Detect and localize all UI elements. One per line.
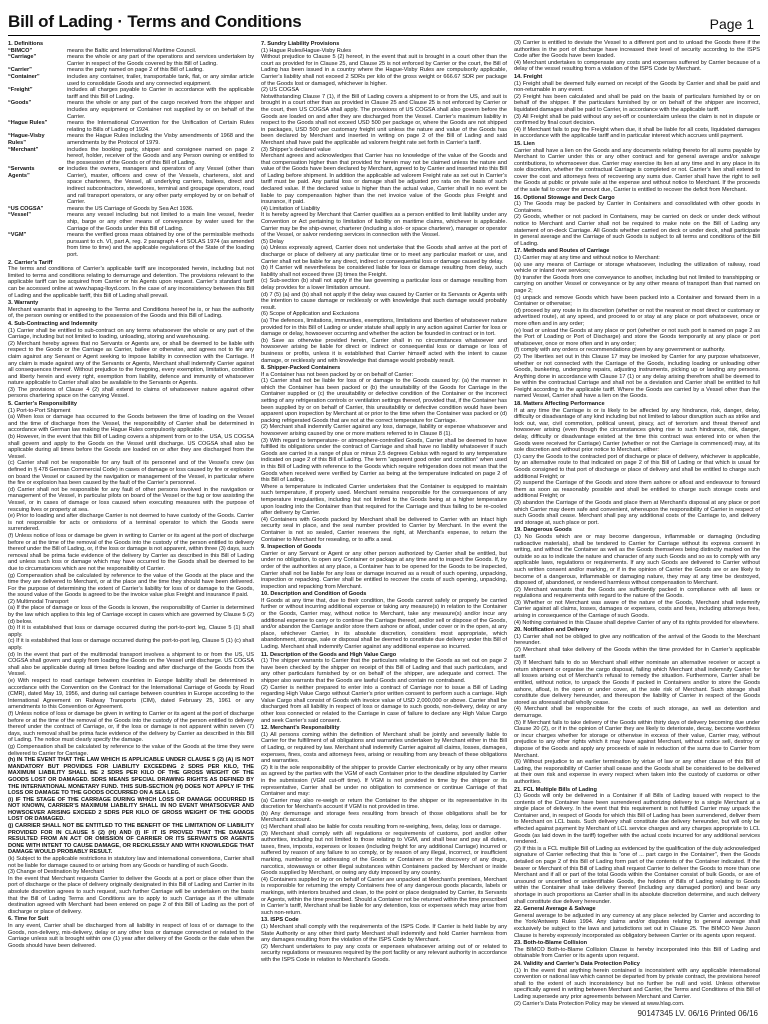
clause-paragraph: (2) Multimodal Transport [8, 598, 69, 605]
clause-paragraph: (f) comply with any orders or recommendations given by any government or authority. [514, 347, 726, 354]
clause-paragraph: Merchant agrees and acknowledges that Carrier has no knowledge of the value of the Goods and that compensation higher than that provided for herein may not be claimed unless the nature and value of the Goods have been declared by Merchant, agreed to by Carrier and inserted into this Bill of Lading before shipment. In addition the applicable ad valorem Freight rate as set out in Carrier’s tariff must be paid. Any partial loss or damage shall be adjusted pro rata on the basis of such declared value. If the declared value is higher than the actual value, Carrier shall in no event be liable to pay compensation higher than the net invoice value of the Goods plus Freight and insurance, if paid. [261, 153, 507, 206]
clause-paragraph: (6) Scope of Application and Exclusions [261, 311, 360, 318]
clause-paragraph: (2) Carrier’s Data Protection Policy may be viewed at www.hlag.com. [514, 1000, 685, 1007]
definition-term: “Carrier” [8, 67, 32, 74]
clause-paragraph: Notwithstanding Clause 7 (1), if the Bill of Lading covers a shipment to or from the US, and suit is brought in a court other than as provided in Clause 25 and Clause 25 is not enforced by Carrier or the court, then US COGSA shall apply. The provisions of US COGSA shall also govern before the Goods are loaded on and after they are discharged from the Vessel. Carrier’s maximum liability in respect to the Goods shall not exceed USD 500 per package or, where the Goods are not shipped in packages, USD 500 per customary freight unit unless the nature and value of the Goods has been declared by Merchant and inserted in writing on page 2 of the Bill of Lading and said Merchant shall have paid the applicable ad valorem freight rate set forth in Carrier’s tariff. [261, 93, 507, 146]
section-heading: 3. Warranty [8, 300, 39, 307]
clause-paragraph: (4) If Merchant fails to pay the Freight when due, it shall be liable for all costs, liquidated damages in accordance with the applicable tariff and in particular interest which accrues until payment. [514, 126, 760, 140]
clause-paragraph: (a) use any means of Carriage or storage whatsoever, including the utilization of railway, road vehicle or inland river services; [514, 261, 760, 275]
section-heading: 24. Validity and Carrier’s Data Protection Policy [514, 960, 640, 967]
definition-term: “Hague Rules” [8, 120, 48, 127]
definition-term: “VGM” [8, 232, 27, 239]
clause-paragraph: (6) Without prejudice to an earlier termination by virtue of law or any other clause of this Bill of Lading, the responsibility of Carrier shall cease and the Goods shall be considered to be delivered at their own risk and expense in every respect when taken into the custody of customs or other authorities. [514, 759, 760, 785]
section-heading: 9. Inspection of Goods [261, 544, 322, 551]
definition-term: “Goods” [8, 100, 32, 107]
clause-paragraph: (c) Carrier shall not be responsible for any fault of its personnel and of the Vessel’s crew (as defined in § 478 German Commercial Code) in cases of damage or loss caused by fire or explosion on board the Vessel or caused by the navigation or management of the Vessel, in particular where the fire or explosion has been caused by the fault of the Carrier’s personnel. [8, 460, 254, 487]
clause-paragraph: (3) Merchant shall comply with all regulations or requirements of customs, port and/or other authorities, including but not limited to those relating to VGM, and shall bear and pay all duties, taxes, fines, imposts, expenses or losses (including freight for any additional Carriage) incurred or suffered by reason of any failure to so comply, or by reason of any illegal, incorrect, or insufficient marking, numbering or addressing of the Goods or Containers or the discovery of any drugs, narcotics, stowaways or other illegal substances within Containers packed by Merchant or inside Goods supplied by Merchant, or owing any duty imposed by any country. [261, 830, 507, 877]
page-header [8, 6, 760, 32]
clause-paragraph: (1) Carrier may at any time and without notice to Merchant: [514, 255, 660, 261]
clause-paragraph: If a Container has not been packed by or on behalf of Carrier: [261, 371, 414, 378]
definitions-table [8, 48, 254, 259]
clause-paragraph: (b) transfer the Goods from one conveyance to another, including but not limited to transhipping or carrying on another Vessel or conveyance or by any other means of transport than that named on page 2; [514, 274, 760, 294]
section-heading: 4. Sub-Contracting and Indemnity [8, 320, 98, 327]
clause-paragraph: (2) If this is a FCL multiple Bill of Lading as evidenced by the qualification of the duly acknowledged signature of Carrier reflecting that this is “one of ... part cargo in the Container”, then the Goods detailed on page 2 of this Bill of Lading form part of the contents of the Container indicated. If the bearer or Merchant of this Bill of Lading shall request Carrier to deliver the Goods to more than one Merchant and if all or part of the total Goods within the Container consist of bulk Goods, or are of unsound or uncertified or unidentifiable Goods, the holders of Bills of Lading relating to Goods within the Container shall take delivery thereof (including any damaged portion) and bear any shortage in such proportions as Carrier shall in its absolute discretion determine, and such delivery shall constitute due delivery hereunder. [514, 845, 760, 905]
definition-term: “US COGSA” [8, 205, 44, 212]
clause-paragraph: (e) Prior to loading and after discharge Carrier is not deemed to have custody of the Goods. Carrier is not responsible for acts or omissions of a terminal operator to which the Goods were surrendered. [8, 513, 254, 533]
definition-row [8, 133, 254, 146]
clause-paragraph: (1) Carrier shall be entitled to sub-contract on any terms whatsoever the whole or any part of the Carriage, including but not limited to loading, unloading, storing and warehousing. [8, 327, 254, 341]
clause-paragraph: The BIMCO Both-to-Blame Collision Clause is hereby incorporated into this Bill of Lading and obtainable from Carrier or its agents upon request. [514, 946, 760, 960]
clause-paragraph: (b) If it is established that loss or damage occurred during the port-to-port leg, Clause 5 (1) shall apply. [8, 625, 254, 638]
definition-term: “Carriage” [8, 54, 37, 61]
definition-term: “Merchant” [8, 146, 39, 153]
clause-paragraph: (f) Unless notice of loss or damage be given in writing to Carrier or its agent at the port of discharge before or at the time of the removal of the Goods into the custody of the person entitled to delivery thereof under the contract of Carriage, or, if the loss or damage is not apparent within seven (7) days, such removal shall be prima facie evidence of the delivery by Carrier as described in this Bill of Lading. The notice must clearly specify the damage. [8, 710, 254, 744]
section-heading: 13. ISPS Code [261, 917, 299, 924]
section-heading: 16. Optional Stowage and Deck Cargo [514, 194, 615, 201]
clause-paragraph: (c) unpack and remove Goods which have been packed into a Container and forward them in a Container or otherwise; [514, 294, 760, 308]
clause-paragraph: (e) load or unload the Goods at any place or port (whether or not such port is named on page 2 as the Port of Loading or Port of Discharge) and store the Goods temporarily at any place or port whatsoever, once or more often and in any order; [514, 327, 760, 347]
terms-columns [8, 40, 760, 1008]
definition-term: “Hague-Visby Rules” [8, 133, 45, 146]
clause-paragraph: Carrier shall have a lien on the Goods and any documents relating thereto for all sums payable by Merchant to Carrier under this or any other contract and for general average and/or salvage contributions, to whomsoever due. Carrier may exercise its lien at any time and in any place in its sole discretion, whether the contractual Carriage is completed or not. Carrier’s lien shall extend to cover the cost and attorneys fees of recovering any sums due. Carrier shall have the right to sell the Goods at public or private sale at the expense and without notice to Merchant. If the proceeds of the sale fail to cover the amount due, Carrier is entitled to recover the deficit from Merchant. [514, 147, 760, 194]
clause-paragraph: Where a temperature is indicated Carrier undertakes that the Container is equipped to maintain such temperature, if properly used. Merchant remains responsible for the consequences of any temperature irregularities, including but not limited to the Goods being at a higher temperature upon loading into the Container than that required for the Carriage and thus failing to be re-cooled after delivery by Carrier. [261, 483, 507, 517]
clause-paragraph: (2) Merchant undertakes to pay any costs or expenses whatsoever arising out of or related to security regulations or measures required by the port facility or any relevant authority in accordance with the ISPS Code in relation to Merchant’s Goods. [261, 943, 507, 963]
clause-paragraph: (5) Delay [261, 238, 284, 245]
clause-paragraph: (3) abandon the Carriage of the Goods and place them at Merchant’s disposal at any place or port which Carrier may deem safe and convenient, whereupon the responsibility of Carrier in respect of such Goods shall cease. Merchant shall pay any additional costs of the Carriage to, and delivery and storage at, such place or port. [514, 499, 760, 526]
clause-paragraph: (b) If Carrier will nevertheless be considered liable for loss or damage resulting from delay, such liability shall not exceed three (3) times the Freight. [261, 265, 507, 278]
clause-paragraph: The terms and conditions of Carrier’s applicable tariff are incorporated herein, including but not limited to terms and conditions relating to demurrage and detention. The provisions relevant to the applicable tariff can be acquired from Carrier or his Agents upon request. Carrier’s standard tariff can be accessed online at www.hapag-lloyd.com. In the case of any inconsistency between this Bill of Lading and the applicable tariff, this Bill of Lading shall prevail. [8, 266, 254, 299]
clause-paragraph: (2) suspend the Carriage of the Goods and store them ashore or afloat and endeavour to forward them as soon as reasonably possible and shall be entitled to charge such storage costs and additional Freight; or [514, 480, 760, 500]
page-title: Bill of Lading · Terms and Conditions [8, 12, 302, 31]
definition-term: “Freight” [8, 87, 33, 94]
definition-row [8, 67, 254, 74]
definition-row [8, 232, 254, 258]
definition-text: means the whole or any part of the cargo received from the shipper and includes any equipment or Container not supplied by or on behalf of the Carrier. [67, 100, 254, 120]
definition-row [8, 120, 254, 133]
definition-text: includes the owners, managers and operators of any Vessel (other than Carrier), master, officers and crew of the Vessels, charterers, slot and space charterers, the Vessel, all underlying carriers, bailees, direct and indirect subcontractors, stevedores, terminal and groupage operators, road and rail transport operators, or any other party employed by or on behalf of Carrier. [67, 166, 254, 206]
clause-paragraph: (4) Nothing contained in this Clause shall deprive Carrier of any of its rights provided for elsewhere. [514, 619, 760, 626]
clause-paragraph: (1) Freight shall be deemed fully earned on receipt of the Goods by Carrier and shall be paid and non-returnable in any event. [514, 80, 760, 94]
clause-paragraph: (2) Merchant hereby agrees that no Servants or Agents are, or shall be deemed to be liable with respect to the Goods or the Carriage as Carrier, bailee or otherwise, and agrees not to file any claim against any Servant or Agent seeking to impose liability in connection with the Carriage. If any claim is made against any of the Servants or Agents, Merchant shall indemnify Carrier against all consequences thereof. Without prejudice to the foregoing, every exemption, limitation, condition and liberty herein and every right, exemption from liability, defence and immunity of whatsoever nature applicable to Carrier shall also be available to the Servants or Agents. [8, 340, 254, 387]
clause-paragraph-caps: (h) IN THE EVENT THAT THE LAW WHICH IS APPLICABLE UNDER CLAUSE 5 (2) (A) IS NOT MANDATORY BUT PROVIDES FOR LIABILITY EXCEEDING 2 SDRS PER KILO, THE MAXIMUM LIABILITY SHALL BE 2 SDRS PER KILO OF THE GROSS WEIGHT OF THE GOODS LOST OR DAMAGED. SDRS MEANS SPECIAL DRAWING RIGHTS AS DEFINED BY THE INTERNATIONAL MONETARY FUND. THIS SUB-SECTION (H) DOES NOT APPLY IF THE LOSS OR DAMAGE TO THE GOODS OCCURRED ON A SEA LEG. [8, 757, 254, 797]
clause-paragraph: (g) Compensation shall be calculated by reference to the value of the Goods at the time they were delivered to Carrier for Carriage. [8, 743, 254, 757]
section-heading: 23. Both-to-Blame Collision [514, 940, 588, 947]
definition-row [8, 206, 254, 213]
clause-paragraph: (2) US COGSA [261, 87, 299, 94]
clause-paragraph: (b) Save as otherwise provided herein, Carrier shall in no circumstances whatsoever and howsoever arising be liable for direct or indirect or consequential loss or damage or loss of business or profits, unless it is established that Carrier himself acted with the intent to cause damage, or recklessly and with knowledge that damage would probably result. [261, 337, 507, 364]
terms-column-3 [514, 40, 760, 1008]
definition-text: means the party named on page 2 of this Bill of Lading. [67, 67, 204, 74]
definition-text: means the US Carriage of Goods by Sea Act 1936. [67, 205, 194, 212]
clause-paragraph: (4) Limitation of Liability [261, 205, 320, 212]
clause-paragraph: (3) Change of Destination by Merchant [8, 869, 105, 876]
clause-paragraph: (1) Carrier shall not be obliged to give any notification of the arrival of the Goods to the Merchant hereunder. [514, 633, 760, 647]
clause-paragraph: (a) When loss or damage has occurred to the Goods between the time of loading on the Vessel and the time of discharge from the Vessel, the responsibility of Carrier shall be determined in accordance with German law making the Hague Rules compulsorily applicable. [8, 414, 254, 434]
section-heading: 6. Time for Suit [8, 916, 49, 923]
clause-paragraph: If Goods at any time that, due to their condition, the Goods cannot safely or properly be carried further or without incurring additional expense or taking any measure(s) in relation to the Container or the Goods, Carrier may, without notice to Merchant, take any measure(s) and/or incur any additional expense to carry or to continue the Carriage thereof, and/or sell or dispose of the Goods, and/or abandon the Carriage and/or store them ashore or afloat, under cover or in the open, at any place, whichever Carrier, in its absolute discretion, considers most appropriate, which abandonment, storage, sale or disposal shall be deemed to constitute due delivery under this Bill of Lading. Merchant shall indemnify Carrier against any additional expense so incurred. [261, 597, 507, 651]
clause-paragraph: (d) 7 (5) (a) and (b) shall not apply if the delay was caused by Carrier or its Servants or Agents with the intention to cause damage or recklessly or with knowledge that such damage would probably result. [261, 291, 507, 311]
section-heading: 5. Carrier’s Responsibility [8, 401, 78, 408]
clause-paragraph: (1) Merchant shall comply with the requirements of the ISPS Code. If Carrier is held liable by any State Authority or any other third party Merchant shall indemnify and hold Carrier harmless from any damages resulting from the violation of the ISPS Code by Merchant. [261, 923, 507, 944]
section-heading: 19. Dangerous Goods [514, 527, 572, 534]
definition-text: means the verified gross mass obtained by one of the permissible methods pursuant to ch. VI, part A, reg. 2 paragraph 4 of SOLAS 1974 (as amended from time to time) and the applicable regulations of the State of the loading port. [67, 232, 254, 258]
definition-row [8, 74, 254, 87]
definition-text: includes all charges payable to Carrier in accordance with the applicable tariff and this Bill of Lading. [67, 87, 254, 100]
clause-paragraph: (3) Whether or not Merchant was aware of the nature of the Goods, Merchant shall indemnify Carrier against all claims, losses, damages or expenses, costs and fees, including attorneys fees, arising in consequence of the Carriage of such Goods. [514, 599, 760, 620]
clause-paragraph: (2) Freight has been calculated and shall be paid on the basis of particulars furnished by or on behalf of the shipper. If the particulars furnished by or on behalf of the shipper are incorrect, liquidated damages shall be paid to Carrier, in accordance with the applicable tariff. [514, 93, 760, 113]
clause-paragraph: (1) Goods will only be delivered in a Container if all Bills of Lading issued with respect to the contents of the Container have been surrendered authorizing delivery to a single Merchant at a single place of delivery. In the event that this requirement is not fulfilled Carrier may unpack the Container and, in respect of Goods for which this Bill of Lading has been surrendered, deliver them to Merchant on LCL basis. Such delivery shall constitute due delivery hereunder, but will only be effected against payment by Merchant of LCL service charges and any charges appropriate to LCL Goods (as laid down in the tariff) together with the actual costs incurred for any additional services rendered. [514, 793, 760, 846]
definition-term: “Vessel” [8, 212, 32, 219]
clause-paragraph: (4) Merchant shall be responsible for the costs of such storage, as well as detention and demurrage. [514, 706, 760, 719]
clause-paragraph: (3) With regard to temperature- or atmosphere-controlled Goods, Carrier shall be deemed to have fulfilled its obligations under the contract of Carriage and shall have no liability whatsoever if such Goods are carried in a range of plus or minus 2.5 degrees Celsius with regard to any temperature indicated on page 2 of this Bill of Lading. The term “apparent good order and condition” when used in this Bill of Lading with reference to the Goods which require refrigeration does not mean that the Goods when received were verified by Carrier as being at the temperature indicated on page 2 of this Bill of Lading. [261, 437, 507, 484]
section-heading: 10. Description and Condition of Goods [261, 591, 367, 598]
clause-paragraph: (2) The liberties set out in this Clause 17 may be invoked by Carrier for any purpose whatsoever, whether or not connected with the Carriage of the Goods, including loading or unloading other Goods, bunkering, undergoing repairs, adjusting instruments, picking up or landing any persons. Anything done in accordance with Clause 17 (1) or any delay arising therefrom shall be deemed to be within the contractual Carriage and shall not be a deviation and Carrier shall be entitled to full Freight according to the applicable tariff. Where the Goods are carried by a Vessel other than the named Vessel, Carrier shall have a lien on the Goods. [514, 353, 760, 400]
clause-paragraph: (1) Port-to-Port Shipment [8, 407, 71, 414]
clause-paragraph: (2) It is the sole responsibility of the shipper to provide Carrier electronically or by any other means as agreed by the parties with the VGM of each Container prior to the deadline stipulated by Carrier in the submission (VGM cut-off time). If VGM is not provided in time by the shipper or its representative, Carrier shall be under no obligation to commence or continue Carriage of that Container and may: [261, 764, 507, 798]
clause-paragraph: Merchant warrants that in agreeing to the Terms and Conditions hereof he is, or has the authority of, the person owning or entitled to the possession of the Goods and this Bill of Lading. [8, 306, 254, 320]
clause-paragraph: (f) Unless notice of loss or damage be given in writing to Carrier or its agent at the port of discharge before or at the time of the removal of the Goods into the custody of the person entitled to delivery thereof under the Bill of Lading, or, if the loss or damage is not apparent, within three (3) days, such removal shall be prima facie evidence of the delivery by Carrier as described in this Bill of Lading and unless such loss or damage which may have occurred to the Goods shall be deemed to be due to circumstances which are not the responsibility of Carrier. [8, 532, 254, 572]
clause-paragraph: (2) Merchant warrants that the Goods are sufficiently packed in compliance with all laws or regulations and requirements with regard to the nature of the Goods. [514, 586, 760, 600]
section-heading: 22. General Average & Salvage [514, 906, 596, 913]
clause-paragraph: (1) No Goods which are or may become dangerous, inflammable or damaging (including radioactive materials), shall be tendered to Carrier for Carriage without its express consent in writing, and without the Container as well as the Goods themselves being distinctly marked on the outside so as to indicate the nature and character of any such Goods and so as to comply with any applicable laws, regulations or requirements. If any such Goods are delivered to Carrier without such written consent and/or marking, or if in the opinion of Carrier the Goods are or are likely to become of a dangerous, inflammable or damaging nature, they may at any time be destroyed, disposed of, abandoned, or rendered harmless without compensation to Merchant. [514, 533, 760, 587]
clause-paragraph: (d) In the event that part of the multimodal transport involves a shipment to or from the US, US COGSA shall govern and apply from loading the Goods on the Vessel until discharge. US COGSA shall also be applicable during all times before loading and after discharge of the Goods from the Vessel. [8, 651, 254, 678]
clause-paragraph: (a) Carrier may also re-weigh or return the Container to the shipper or its representative in its discretion for Merchant’s account if VGM is not provided in time. [261, 797, 507, 811]
definition-text: means the whole or any part of the operations and services undertaken by Carrier in respect of the Goods covered by this Bill of Lading. [67, 54, 254, 67]
clause-paragraph: (1) In the event that anything herein contained is inconsistent with any applicable international convention or national law which cannot be departed from by private contract, the provisions hereof shall to the extent of such inconsistency but no further be null and void. Unless otherwise specifically agreed in writing between Merchant and Carrier, the Terms and Conditions of this Bill of Lading supersede any prior agreements between Merchant and Carrier. [514, 967, 760, 1000]
terms-column-1 [8, 40, 254, 1008]
definition-term: “Container” [8, 73, 40, 80]
section-heading: 21. FCL Multiple Bills of Lading [514, 786, 597, 793]
section-heading: 15. Lien [514, 140, 535, 147]
section-heading: 18. Matters Affecting Performance [514, 401, 605, 408]
definition-row [8, 212, 254, 232]
clause-paragraph: (2) Merchant shall take delivery of the Goods within the time provided for in Carrier’s applicable tariff. [514, 647, 760, 660]
page-number: Page 1 [709, 16, 754, 32]
clause-paragraph: (e) With respect to road carriage between countries in Europe liability shall be determined in accordance with the Convention on the Contract for the International Carriage of Goods by Road (CMR), dated May 19, 1956, and during rail carriage between countries in Europe according to the International Agreement on Railway Transports (CIM), dated February 25, 1961 or any amendments to this Convention or Agreement. [8, 678, 254, 711]
clause-paragraph: (3) Shipper’s declared value [261, 146, 331, 153]
clause-paragraph-caps: (i) IF THE STAGE OF THE CARRIAGE DURING WHICH LOSS OR DAMAGE OCCURRED IS NOT KNOWN, CARRIER’S MAXIMUM LIABILITY SHALL IN NO EVENT WHATSOEVER AND HOWSOEVER ARISING EXCEED 2 SDRS PER KILO OF GROSS WEIGHT OF THE GOODS LOST OR DAMAGED. [8, 796, 254, 823]
form-code: 90147345 LV. 06/16 Printed 06/16 [637, 1009, 758, 1018]
clause-paragraph: (a) Unless expressly agreed, Carrier does not undertake that the Goods shall arrive at the port of discharge or place of delivery at any particular time or to meet any particular market or use, and Carrier shall not be liable for any direct, indirect or consequential loss or damage caused by delay. [261, 245, 507, 265]
clause-paragraph: (d) Carrier shall not be responsible for any fault of other persons involved in the navigation or management of the Vessel, in particular pilots on board of the Vessel or the tug or tow assisting the Vessel, or in cases of damage or loss caused when executing measures with the purpose of rescuing lives or property at sea. [8, 486, 254, 513]
clause-paragraph: (g) Compensation shall be calculated by reference to the value of the Goods at the place and the time they are delivered to Merchant, or at the place and the time they should have been delivered. For the purpose of determining the extent of Carrier’s liability for loss of or damage to the Goods, the sound value of the Goods is agreed to be the invoice value plus Freight and insurance if paid. [8, 572, 254, 599]
clause-paragraph: Without prejudice to Clause 5 (2) hereof, in the event that suit is brought in a court other than the court as provided for in Clause 25, and Clause 25 is not enforced by Carrier or the court, the Bill of Lading has been issued in a country where the Hague-Visby Rules are compulsorily applicable, Carrier’s liability shall not exceed 2 SDRs per kilo of the gross weight or 666.67 SDR per package of the Goods lost or damaged, whichever is higher. [261, 54, 507, 87]
definition-text: includes the booking party, shipper and consignee named on page 2 hereof, holder, receiver of the Goods and any Person owning or entitled to the possession of the Goods or of this Bill of Lading. [67, 146, 254, 166]
definition-row [8, 147, 254, 167]
definition-text: means the Baltic and International Maritime Council. [67, 47, 197, 54]
definition-row [8, 100, 254, 120]
clause-paragraph: (1) Hague Rules/Hague-Visby Rules [261, 47, 352, 54]
clause-paragraph: (d) proceed by any route in its discretion (whether or not the nearest or most direct or customary or advertised route), at any speed, and proceed to or stay at any place or port whatsoever, once or more often and in any order; [514, 307, 760, 327]
clause-paragraph: (1) The shipper warrants to Carrier that the particulars relating to the Goods as set out on page 2 have been checked by the shipper on receipt of this Bill of Lading and that such particulars, and any other particulars furnished by or on behalf of the shipper, are adequate and correct. The shipper also warrants that the Goods are lawful Goods and contain no contraband. [261, 658, 507, 684]
clause-paragraph: (1) All persons coming within the definition of Merchant shall be jointly and severally liable to Carrier for the fulfillment of all obligations and warranties undertaken by Merchant either in this Bill of Lading, or required by law. Merchant shall indemnify Carrier against all claims, losses, damages, expenses, fines, costs and attorneys fees, arising or resulting from any breach of these obligations and warranties. [261, 731, 507, 765]
section-heading: 14. Freight [514, 73, 543, 80]
clause-paragraph: If at any time the Carriage is or is likely to be affected by any hindrance, risk, danger, delay, difficulty or disadvantage of any kind including but not limited to labour disruption such as strike and lock out, war, civil commotion, political unrest, piracy, act of terrorism and threat thereof and howsoever arising (even though the circumstances giving rise to such hindrance, risk, danger, delay, difficulty or disadvantage existed at the time this contract was entered into or when the Goods were received for Carriage) Carrier (whether or not the Carriage is commenced) may, at its sole discretion and without prior notice to Merchant, either: [514, 407, 760, 454]
clause-paragraph: (1) Carrier shall not be liable for loss of or damage to the Goods caused by: (a) the manner in which the Container has been packed or (b) the unsuitability of the Goods for Carriage in the Container supplied or (c) the unsuitability or defective condition of the Container or the incorrect setting of any refrigeration controls or ventilation settings thereof, provided that, if the Container has been supplied by or on behalf of Carrier, this unsuitability or defective condition would have been apparent upon inspection by Merchant at or prior to the time when the Container was packed or (d) packing refrigerated Goods that are not at the correct temperature for Carriage. [261, 378, 507, 424]
definition-row [8, 87, 254, 100]
clause-paragraph: Carrier or any Servant or Agent or any other person authorized by Carrier shall be entitled, but under no obligation, to open any Container or package at any time and to inspect the Goods. If, by order of the authorities at any place, a Container has to be opened for the Goods to be inspected, Carrier shall not be liable for any loss or damage incurred as a result of such opening, unpacking, inspection or repacking. Carrier shall be entitled to recover the costs of such opening, unpacking, inspection and repacking from Merchant. [261, 550, 507, 590]
clause-paragraph: (b) Any demurrage and storage fees resulting from breach of those obligations shall be for Merchant’s account. [261, 810, 507, 824]
definition-term: “BIMCO” [8, 47, 33, 54]
section-heading: 8. Shipper-Packed Containers [261, 365, 341, 372]
clause-paragraph: (2) Goods, whether or not packed in Containers, may be carried on deck or under deck without notice to Merchant and Carrier shall not be required to make note on the Bill of Lading any statement of on-deck Carriage. All Goods whether carried on deck or under deck, shall participate in general average and the Carriage of such Goods is subject to all terms and conditions of the Bill of Lading. [514, 214, 760, 247]
clause-paragraph: (b) However, in the event that this Bill of Lading covers a shipment from or to the USA, US COGSA shall govern and apply to the Goods on the Vessel until discharge. US COGSA shall also be applicable during all times before the Goods are loaded on or after they are discharged from the Vessel. [8, 434, 254, 460]
clause-paragraph: (3) Carrier is entitled to deviate the Vessel to a different port and to unload the Goods there if the authorities in the port of discharge have increased their level of security according to the ISPS Code after the Goods have been loaded. [514, 40, 760, 60]
clause-paragraph: It is hereby agreed by Merchant that Carrier qualifies as a person entitled to limit liability under any Convention or Act pertaining to limitation of liability on maritime claims, whichever is applicable. Carrier may be the ship-owner, charterer (including a slot- or space charterer), manager or operator of the Vessel, or salvor rendering services in connection with the Vessel. [261, 212, 507, 239]
clause-paragraph: (4) Containers with Goods packed by Merchant shall be delivered to Carrier with an intact high security seal in place, and the seal number provided to Carrier by Merchant. In the event the Container is not so sealed, Carrier reserves the right, at Merchant’s expense, to return the Container to Merchant for resealing, or to affix a seal. [261, 516, 507, 543]
definition-text: means the International Convention for the Unification of Certain Rules relating to Bills of Lading of 1924. [67, 120, 254, 133]
definition-term: “Servants or Agents” [8, 166, 64, 179]
definition-row [8, 166, 254, 206]
section-heading: 11. Description of the Goods and High Value Cargo [261, 651, 397, 658]
clause-paragraph: (c) Sub-section (b) shall not apply if the law governing a particular loss or damage resulting from delay provides for a lower limitation amount. [261, 278, 507, 291]
clause-paragraph: (1) The Goods may be packed by Carrier in Containers and consolidated with other goods in Containers. [514, 201, 760, 214]
definition-text: means any vessel including but not limited to a main line vessel, feeder ship, barge or any other means of conveyance by water used for the Carriage of the Goods under this Bill of Lading. [67, 212, 254, 232]
section-heading: 17. Methods and Routes of Carriage [514, 248, 610, 255]
definition-row [8, 48, 254, 55]
clause-paragraph: (3) If Merchant fails to do so Merchant shall either nominate an alternative receiver or accept a return shipment or organise the cargo disposal, failing which Merchant shall indemnify Carrier for all losses arising out of Merchant’s refusal to remedy the situation. Furthermore, Carrier shall be entitled, without notice, to unpack the Goods if packed in Containers and/or to store the Goods ashore, afloat, in the open or under cover, at the sole risk of Merchant. Such storage shall constitute due delivery hereunder, and thereupon the liability of Carrier in respect of the Goods stored as aforesaid shall wholly cease. [514, 660, 760, 706]
definition-text: includes any container, trailer, transportable tank, flat, or any similar article used to consolidate Goods and any connected equipment. [67, 73, 254, 87]
clause-paragraph: (c) If it is established that loss or damage occurred during the port-to-port leg, Clause 5 (1) (c) shall apply. [8, 638, 254, 652]
header-divider [8, 35, 760, 36]
clause-paragraph: (2) Carrier is neither prepared to enter into a contract of Carriage nor to issue a Bill of Lading regarding High Value Cargo without Carrier’s prior written consent to perform such a carriage. High Value Cargo shall consist of Goods with invoice value of USD 2,000,000 or above. Carrier shall be discharged from all liability in respect of loss or damage to such goods, non-delivery, delay or any other loss connected or related to the Carriage in case of failure to declare any High Value Cargo and seek Carrier’s said consent. [261, 684, 507, 724]
clause-paragraph: (2) Merchant shall indemnify Carrier against any loss, damage, liability or expense whatsoever and howsoever arising caused by one or more matters referred to in Clause 8 (1). [261, 424, 507, 438]
definition-text: means the Hague Rules including the Visby amendments of 1968 and the amendments by the Protocol of 1979. [67, 133, 254, 146]
clause-paragraph: (4) Containers supplied by or on behalf of Carrier are unpacked at Merchant’s premises, Merchant is responsible for returning the empty Containers free of any dangerous goods placards, labels or markings, with interiors brushed and clean, to the point or place designated by Carrier, its Servants or Agents, within the time prescribed. Should a Container not be returned within the time prescribed in Carrier’s tariff, Merchant shall be liable for any detention, loss or expenses which may arise from such non-return. [261, 876, 507, 916]
clause-paragraph: (1) carry the Goods to the contracted port of discharge or place of delivery, whichever is applicable, by an alternative route to that indicated on page 2 of this Bill of Lading or that which is usual for Goods consigned to that port of discharge or place of delivery and shall be entitled to charge such additional Freight; or [514, 453, 760, 480]
clause-paragraph: (a) The defences, limitations, immunities, exemptions, limitations and liberties of whatsoever nature provided for in this Bill of Lading or under statute shall apply in any action against Carrier for loss or damage or delay, howsoever occurring and whether the action be founded in contract or in tort. [261, 317, 507, 338]
clause-paragraph: (c) Merchant shall also be liable for costs resulting from re-weighing, fees, delay, loss or damage. [261, 824, 501, 831]
section-heading: 20. Notification and Delivery [514, 627, 589, 634]
clause-paragraph: In any event, Carrier shall be discharged from all liability in respect of loss of or damage to the Goods, non-delivery, mis-delivery, delay or any other loss or damage connected or related to the Carriage unless suit is brought within one (1) year after delivery of the Goods or the date when the Goods should have been delivered. [8, 922, 254, 949]
clause-paragraph: (5) If Merchant fails to take delivery of the Goods within thirty days of delivery becoming due under Clause 20 (2), or if in the opinion of Carrier they are likely to deteriorate, decay, become worthless or incur charges whether for storage or otherwise in excess of their value, Carrier may, without prejudice to any other rights which it may have against Merchant, without notice sell, destroy or dispose of the Goods and apply any proceeds of sale in reduction of the sums due to Carrier from Merchant. [514, 719, 760, 759]
clause-paragraph: (3) The provisions of Clause 4 (2) shall extend to claims of whatsoever nature against other persons chartering space on the carrying Vessel. [8, 386, 254, 400]
clause-paragraph: (k) Subject to the applicable restrictions in statutory law and international conventions, Carrier shall not be liable for damage caused to or arising from any Goods or handling of such Goods. [8, 856, 254, 869]
clause-paragraph: (a) If the place of damage or loss of the Goods is known, the responsibility of Carrier is determined by the law which applies to this leg of Carriage except in cases which are governed by Clause 5 (2) (d) below. [8, 605, 254, 625]
section-heading: 12. Merchant’s Responsibility [261, 725, 340, 732]
clause-paragraph: In the event that Merchant requests Carrier to deliver the Goods at a port or place other than the port of discharge or the place of delivery originally designated in this Bill of Lading and Carrier in its absolute discretion agrees to such request, such further Carriage will be undertaken on the basis that the Bill of Lading Terms and Conditions are to apply to such Carriage as if the ultimate destination agreed with Merchant had been entered on page 2 of this Bill of Lading as the port of discharge or place of delivery. [8, 875, 254, 915]
section-heading: 7. Sundry Liability Provisions [261, 41, 340, 47]
clause-paragraph: General average to be adjusted in any currency at any place selected by Carrier and according to the York/Antwerp Rules 1994. Any claims and/or disputes relating to general average shall exclusively be subject to the laws and jurisdictions set out in Clause 25. The BIMCO New Jason Clause is hereby expressly incorporated as obligatory between Carrier or its agents upon request. [514, 912, 760, 939]
clause-paragraph: (4) Merchant undertakes to compensate any costs and expenses suffered by Carrier because of a delay of the vessel resulting from a violation of the ISPS Code by Merchant. [514, 59, 760, 73]
definition-row [8, 54, 254, 67]
clause-paragraph-caps: (j) CARRIER SHALL NOT BE ENTITLED TO THE BENEFIT OF THE LIMITATION OF LIABILITY PROVIDED FOR IN CLAUSE 5 (2) (H) AND (I) IF IT IS PROVED THAT THE DAMAGE RESULTED FROM AN ACT OR OMISSION OF CARRIER OR ITS SERVANTS OR AGENTS DONE WITH INTENT TO CAUSE DAMAGE, OR RECKLESSLY AND WITH KNOWLEDGE THAT DAMAGE WOULD PROBABLY RESULT. [8, 823, 254, 856]
terms-column-2 [261, 40, 507, 1008]
section-heading: 1. Definitions [8, 41, 44, 47]
section-heading: 2. Carrier’s Tariff [8, 259, 53, 266]
clause-paragraph: (3) All Freight shall be paid without any set-off or counterclaim unless the claim is not in dispute or confirmed by final court decision. [514, 113, 760, 127]
